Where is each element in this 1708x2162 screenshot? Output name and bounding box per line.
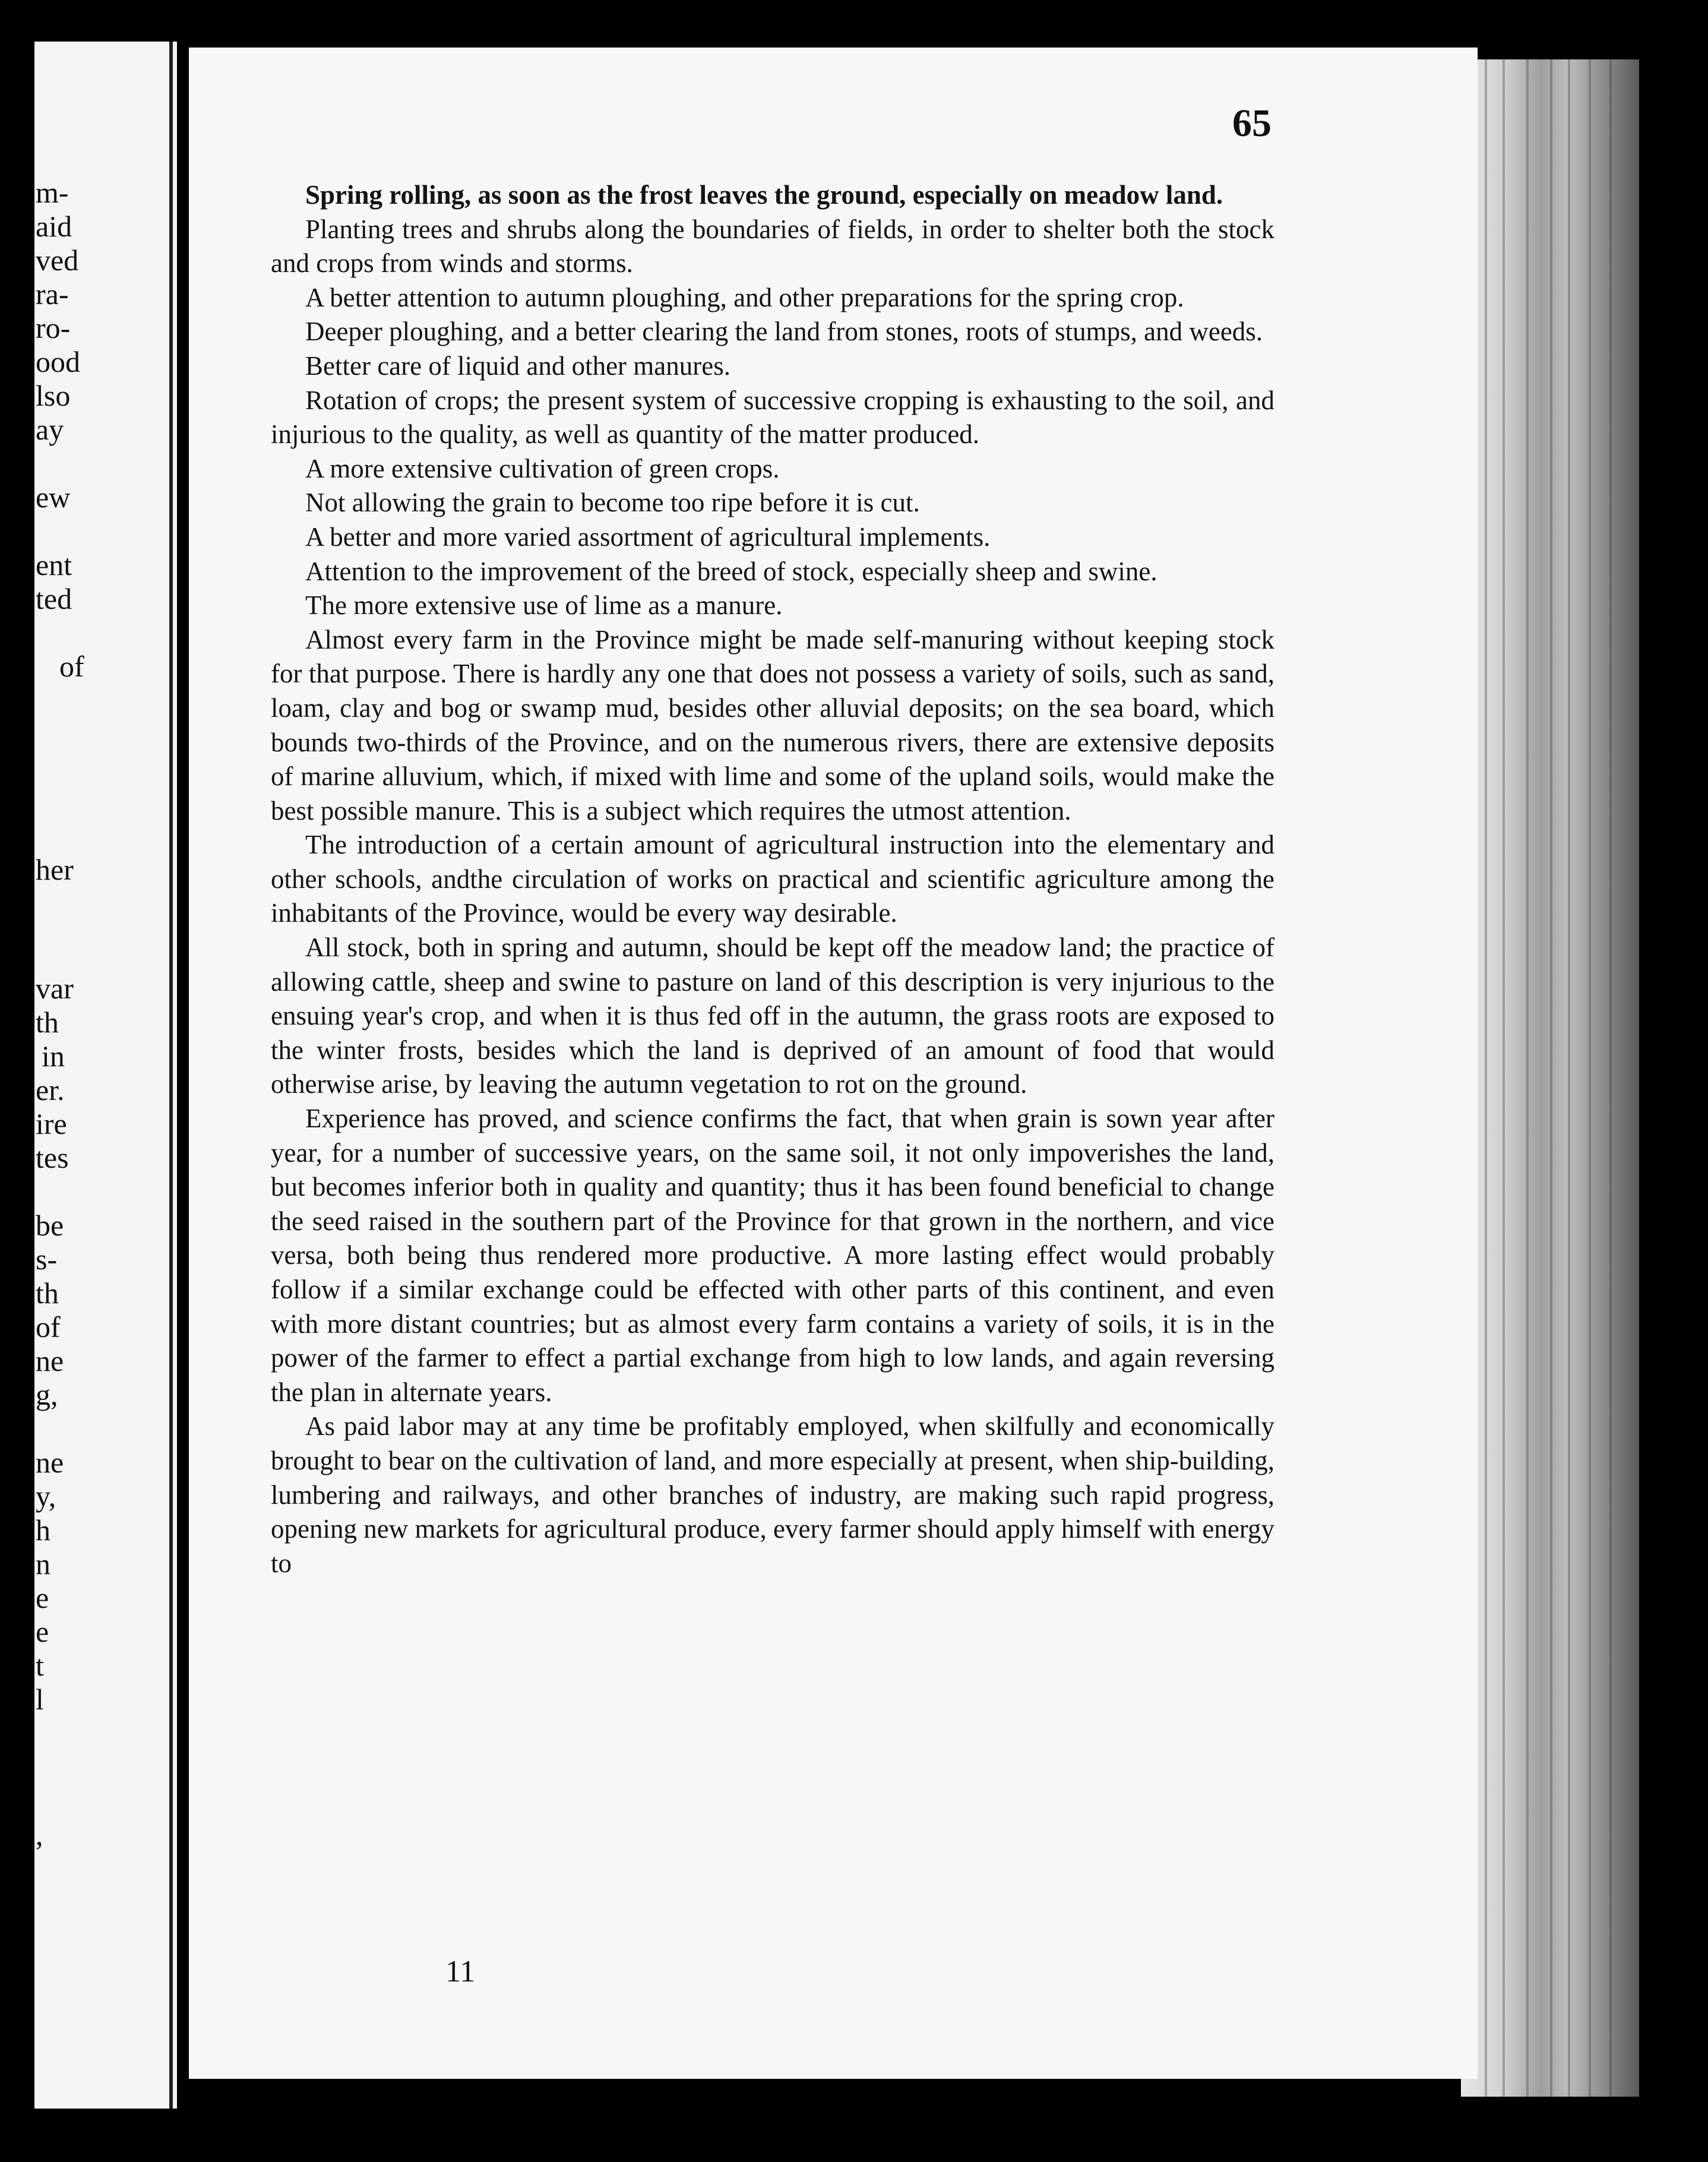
left-page-fragment: t xyxy=(36,1649,44,1682)
left-page-fragment: e xyxy=(36,1581,49,1614)
left-page-fragment: y, xyxy=(36,1480,56,1513)
paragraph: All stock, both in spring and autumn, should be kept off the meadow land; the practice of allowing cattle, sheep and swine to pasture on land of this description is very injurious to the ensuing year's crop, and when it is thus fed off in the autumn, the grass roots are exposed to the winter frosts, besides which the land is deprived of an amount of food that would otherwise arise, by leaving the autumn vegetation to rot on the ground. xyxy=(271,933,1274,1099)
binding-gutter xyxy=(169,42,173,2109)
paragraph: Experience has proved, and science confirms the fact, that when grain is sown year after year, for a number of successive years, on the same soil, it not only impoverishes the land, but becomes inferior both in quality and quantity; thus it has been found beneficial to change the seed raised in the southern part of the Province for that grown in the northern, and vice versa, both being thus rendered more productive. A more lasting effect would probably follow if a similar exchange could be effected with other parts of this continent, and even with more distant countries; but as almost every farm contains a variety of soils, it is in the power of the farmer to effect a partial exchange from high to low lands, and again reversing the plan in alternate years. xyxy=(271,1104,1274,1407)
printer-signature-mark: 11 xyxy=(445,1955,476,1989)
paragraph: Planting trees and shrubs along the boundaries of fields, in order to shelter both the stock and crops from winds and storms. xyxy=(271,214,1274,279)
left-page-fragment: of xyxy=(59,650,84,683)
paragraph: Not allowing the grain to become too ripe before it is cut. xyxy=(305,488,920,518)
paragraph: The more extensive use of lime as a manure. xyxy=(305,590,783,621)
paragraph: Almost every farm in the Province might be made self-manuring without keeping stock for that purpose. There is hardly any one that does not possess a variety of soils, such as sand, loam, clay and bog or swamp mud, besides other alluvial deposits; on the sea board, which bounds two-thirds of the Province, and on the numerous rivers, there are extensive deposits of marine alluvium, which, if mixed with lime and some of the upland soils, would make the best possible manure. This is a subject which requires the utmost attention. xyxy=(271,624,1274,826)
left-page-fragment: m- xyxy=(36,176,69,209)
left-page-fragment: e xyxy=(36,1615,49,1648)
left-page-fragment: ted xyxy=(36,582,72,615)
left-page-fragment: ra- xyxy=(36,277,69,311)
left-page-fragment: ro- xyxy=(36,311,71,344)
left-page-fragment: s- xyxy=(36,1243,58,1276)
paragraph: Better care of liquid and other manures. xyxy=(305,350,730,381)
left-page-fragment: her xyxy=(36,853,74,886)
page-block-edge xyxy=(1461,59,1639,2097)
left-page-fragment: ew xyxy=(36,481,71,514)
paragraph: Rotation of crops; the present system of successive cropping is exhausting to the soil, and injurious to the quality, as well as quantity of the matter produced. xyxy=(271,385,1274,450)
left-page-fragment: n xyxy=(36,1547,50,1581)
left-page-fragment: ne xyxy=(36,1344,64,1377)
paragraph: The introduction of a certain amount of agricultural instruction into the elementary and other schools, andthe circulation of works on practical and scientific agriculture among the inhabitants of the Province, would be every way desirable. xyxy=(271,830,1274,928)
paragraph: Attention to the improvement of the breed of stock, especially sheep and swine. xyxy=(305,556,1157,586)
left-page-fragment: l xyxy=(36,1683,44,1716)
paragraph: As paid labor may at any time be profitably employed, when skilfully and economically brought to bear on the cultivation of land, and more especially at present, when ship-building, lumbering and railways, and other branches of industry, are making such rapid progress, opening new markets for agricultural produce, every farmer should apply himself with energy to xyxy=(271,1411,1274,1578)
left-page-fragment: ved xyxy=(36,244,79,277)
left-page-fragment: er. xyxy=(36,1073,65,1107)
left-page-fragment: lso xyxy=(36,379,71,412)
left-page-fragment: be xyxy=(36,1209,64,1242)
left-page-fragment: h xyxy=(36,1513,50,1547)
left-page-fragment: ent xyxy=(36,548,72,581)
left-page-fragment: aid xyxy=(36,210,72,243)
left-page-fragment: tes xyxy=(36,1141,69,1174)
paragraph: Deeper ploughing, and a better clearing the land from stones, roots of stumps, and weeds. xyxy=(305,317,1263,347)
left-page-fragment: g, xyxy=(36,1378,58,1411)
previous-page-edge xyxy=(34,42,177,2109)
left-page-fragment: , xyxy=(36,1818,43,1851)
paragraph: A better attention to autumn ploughing, and other preparations for the spring crop. xyxy=(305,282,1184,312)
left-page-fragment: ne xyxy=(36,1446,64,1479)
paragraph: Spring rolling, as soon as the frost leaves the ground, especially on meadow land. xyxy=(305,180,1223,210)
paragraph: A more extensive cultivation of green crops. xyxy=(305,453,780,483)
left-page-fragment: of xyxy=(36,1310,61,1344)
left-page-fragment: th xyxy=(36,1276,59,1310)
left-page-fragment: var xyxy=(36,972,74,1005)
page-body xyxy=(271,178,1274,1581)
paragraph: A better and more varied assortment of agricultural implements. xyxy=(305,521,991,552)
left-page-fragment: ay xyxy=(36,413,64,446)
left-page-fragment: ood xyxy=(36,345,80,378)
left-page-fragment: th xyxy=(36,1006,59,1039)
left-page-fragment: ire xyxy=(36,1107,67,1140)
left-page-fragment: in xyxy=(42,1039,65,1073)
